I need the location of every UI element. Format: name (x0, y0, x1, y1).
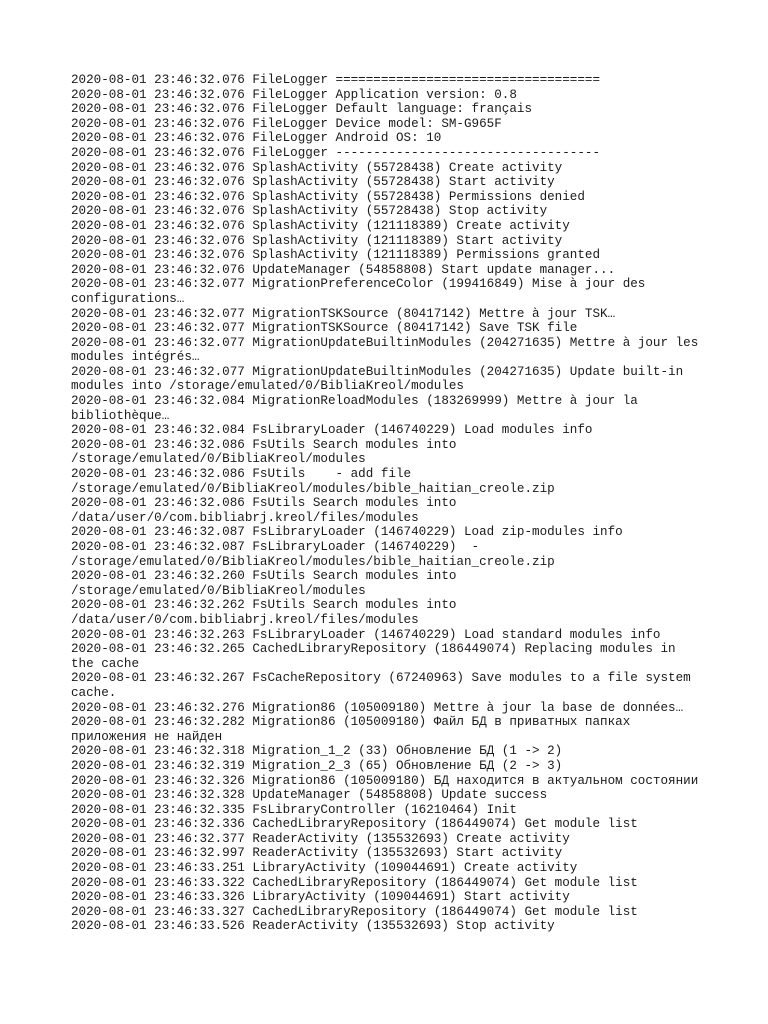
log-line: 2020-08-01 23:46:32.077 MigrationTSKSource (80417142) Mettre à jour TSK… (71, 306, 616, 321)
log-line: /storage/emulated/0/BibliaKreol/modules (71, 452, 366, 467)
log-line: 2020-08-01 23:46:32.077 MigrationTSKSource (80417142) Save TSK file (71, 321, 578, 336)
log-line: 2020-08-01 23:46:32.076 FileLogger Android OS: 10 (71, 131, 442, 146)
log-line: 2020-08-01 23:46:32.335 FsLibraryController (16210464) Init (71, 802, 517, 817)
log-line: 2020-08-01 23:46:32.076 FileLogger Device model: SM-G965F (71, 116, 502, 131)
log-line: 2020-08-01 23:46:32.318 Migration_1_2 (33) Обновление БД (1 -> 2) (71, 744, 563, 759)
log-line: 2020-08-01 23:46:32.076 SplashActivity (121118389) Create activity (71, 218, 570, 233)
log-line: 2020-08-01 23:46:32.084 FsLibraryLoader (146740229) Load modules info (71, 423, 593, 438)
log-line: 2020-08-01 23:46:32.076 FileLogger ----------------------------------- (71, 145, 601, 160)
log-line: 2020-08-01 23:46:32.076 SplashActivity (55728438) Start activity (71, 175, 555, 190)
log-line: приложения не найден (71, 729, 223, 744)
log-line: 2020-08-01 23:46:32.076 UpdateManager (54858808) Start update manager... (71, 262, 616, 277)
log-line: 2020-08-01 23:46:32.084 MigrationReloadModules (183269999) Mettre à jour la (71, 394, 638, 409)
log-text-block (71, 73, 711, 934)
log-line: /storage/emulated/0/BibliaKreol/modules/bible_haitian_creole.zip (71, 481, 555, 496)
log-line: /storage/emulated/0/BibliaKreol/modules (71, 583, 366, 598)
log-line: 2020-08-01 23:46:32.086 FsUtils Search modules into (71, 437, 457, 452)
log-line: 2020-08-01 23:46:32.276 Migration86 (105009180) Mettre à jour la base de données… (71, 700, 684, 715)
log-line: /data/user/0/com.bibliabrj.kreol/files/modules (71, 612, 419, 627)
log-line: 2020-08-01 23:46:32.260 FsUtils Search modules into (71, 569, 457, 584)
log-line: 2020-08-01 23:46:33.322 CachedLibraryRepository (186449074) Get module list (71, 875, 638, 890)
log-line: 2020-08-01 23:46:32.328 UpdateManager (54858808) Update success (71, 788, 548, 803)
log-line: 2020-08-01 23:46:32.267 FsCacheRepository (67240963) Save modules to a file system (71, 671, 691, 686)
log-line: 2020-08-01 23:46:32.076 SplashActivity (55728438) Stop activity (71, 204, 548, 219)
log-line: bibliothèque… (71, 408, 170, 423)
log-line: 2020-08-01 23:46:32.087 FsLibraryLoader (146740229) - (71, 540, 480, 554)
log-line: 2020-08-01 23:46:32.282 Migration86 (105009180) Файл БД в приватных папках (71, 715, 631, 730)
log-line: 2020-08-01 23:46:32.377 ReaderActivity (135532693) Create activity (71, 831, 570, 846)
log-line: 2020-08-01 23:46:32.076 FileLogger =================================== (71, 73, 601, 87)
log-line: /storage/emulated/0/BibliaKreol/modules/bible_haitian_creole.zip (71, 554, 555, 569)
log-line: 2020-08-01 23:46:32.262 FsUtils Search modules into (71, 598, 457, 613)
log-line: 2020-08-01 23:46:33.326 LibraryActivity (109044691) Start activity (71, 890, 570, 905)
log-line: 2020-08-01 23:46:32.336 CachedLibraryRepository (186449074) Get module list (71, 817, 638, 832)
log-line: 2020-08-01 23:46:32.077 MigrationUpdateBuiltinModules (204271635) Mettre à jour les (71, 335, 699, 350)
log-line: 2020-08-01 23:46:33.251 LibraryActivity (109044691) Create activity (71, 861, 578, 876)
log-line: 2020-08-01 23:46:32.076 SplashActivity (55728438) Create activity (71, 160, 563, 175)
log-line: 2020-08-01 23:46:33.526 ReaderActivity (135532693) Stop activity (71, 919, 555, 934)
log-line: 2020-08-01 23:46:32.076 SplashActivity (121118389) Permissions granted (71, 248, 601, 263)
log-line: 2020-08-01 23:46:32.076 FileLogger Application version: 0.8 (71, 87, 517, 102)
log-line: 2020-08-01 23:46:32.086 FsUtils - add file (71, 467, 412, 482)
log-line: 2020-08-01 23:46:33.327 CachedLibraryRepository (186449074) Get module list (71, 904, 638, 919)
log-line: 2020-08-01 23:46:32.087 FsLibraryLoader (146740229) Load zip-modules info (71, 525, 623, 540)
log-line: 2020-08-01 23:46:32.086 FsUtils Search modules into (71, 496, 457, 511)
log-line: 2020-08-01 23:46:32.326 Migration86 (105009180) БД находится в актуальном состоянии (71, 773, 699, 788)
log-line: the cache (71, 656, 140, 671)
log-line: modules into /storage/emulated/0/BibliaKreol/modules (71, 379, 464, 394)
log-line: cache. (71, 685, 117, 700)
log-line: 2020-08-01 23:46:32.997 ReaderActivity (135532693) Start activity (71, 846, 563, 861)
log-line: 2020-08-01 23:46:32.076 FileLogger Default language: français (71, 102, 533, 117)
log-line: 2020-08-01 23:46:32.077 MigrationPreferenceColor (199416849) Mise à jour des (71, 277, 646, 292)
log-line: 2020-08-01 23:46:32.265 CachedLibraryRepository (186449074) Replacing modules in (71, 642, 676, 657)
log-line: modules intégrés… (71, 350, 200, 365)
log-line: 2020-08-01 23:46:32.263 FsLibraryLoader (146740229) Load standard modules info (71, 627, 661, 642)
log-line: 2020-08-01 23:46:32.076 SplashActivity (121118389) Start activity (71, 233, 563, 248)
log-line: 2020-08-01 23:46:32.319 Migration_2_3 (65) Обновление БД (2 -> 3) (71, 758, 563, 773)
log-line: 2020-08-01 23:46:32.076 SplashActivity (55728438) Permissions denied (71, 189, 585, 204)
log-line: configurations… (71, 291, 185, 306)
log-line: /data/user/0/com.bibliabrj.kreol/files/modules (71, 510, 419, 525)
log-line: 2020-08-01 23:46:32.077 MigrationUpdateBuiltinModules (204271635) Update built-in (71, 364, 684, 379)
